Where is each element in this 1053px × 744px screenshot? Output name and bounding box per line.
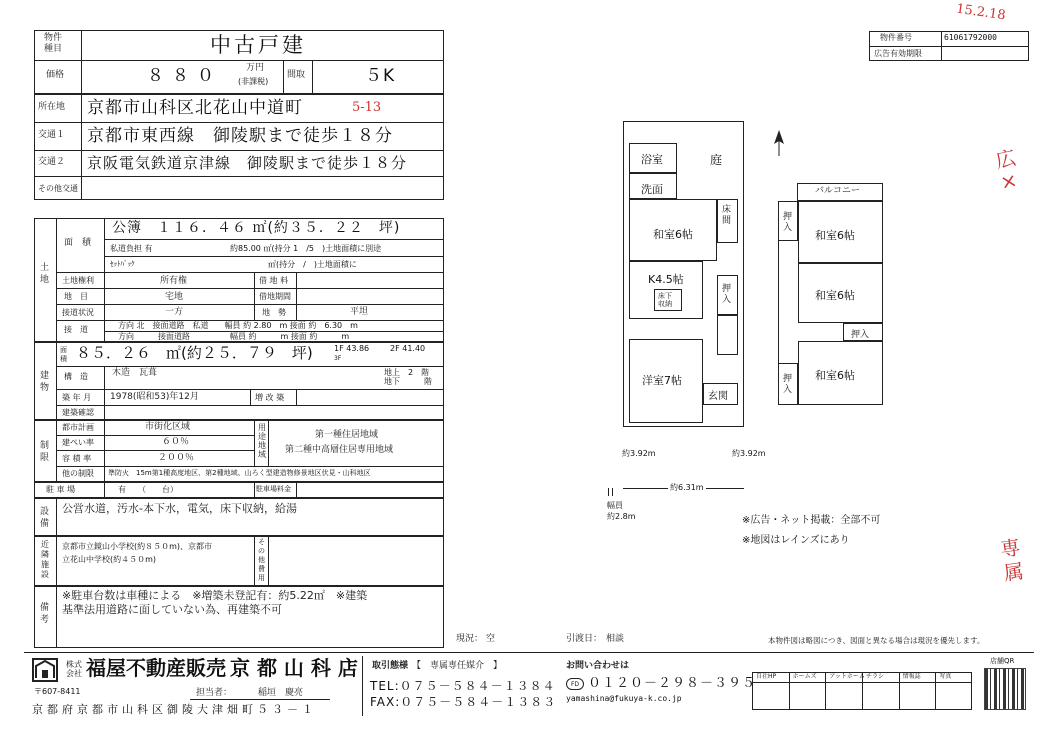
address: 京都市山科区北花山中道町 xyxy=(87,98,303,118)
company-name: 福屋不動産販売 xyxy=(86,656,226,680)
floor1: 1F 43.86 xyxy=(334,344,370,353)
tax-note: (非課税) xyxy=(238,77,269,86)
structure: 木造 瓦葺 xyxy=(112,368,158,378)
road: 一方 xyxy=(165,307,184,317)
media-col-5: 写真 xyxy=(939,673,952,680)
parking-label: 駐 車 場 xyxy=(46,485,76,494)
qr-code[interactable] xyxy=(984,668,1026,710)
zone1: 第一種住居地域 xyxy=(315,430,379,440)
media-col-4: 情報誌 xyxy=(902,673,921,680)
disclaimer: 本物件図は略図につき、図面と異なる場合は現況を優先します。 xyxy=(768,636,985,645)
tel: TEL:０７５－５８４－１３８４ xyxy=(370,679,556,693)
remarks-label: 備考 xyxy=(40,603,50,625)
stamp-mark: 専属 xyxy=(998,534,1026,586)
handwritten-date: 15.2.18 xyxy=(955,1,1007,24)
building-area-label: 面積 xyxy=(60,346,67,363)
free-dial-icon: FD xyxy=(566,678,584,690)
current-value: 空 xyxy=(486,634,496,644)
private-road-area: 約85.00 ㎡(持分 1 /5 )土地面積に別途 xyxy=(230,244,382,253)
other-access-label: その他交通 xyxy=(38,184,78,193)
confirm-label: 建築確認 xyxy=(62,408,94,417)
yo7-label: 洋室7帖 xyxy=(642,374,682,387)
city: 市街化区域 xyxy=(145,422,191,432)
price-unit: 万円 xyxy=(246,63,265,73)
category-label: 地 目 xyxy=(64,292,88,301)
ad-note: ※広告・ネット掲載：全部不可 xyxy=(742,515,881,526)
other-reg: 準防火 15m第1種高度地区、第2種地域、山ろく型建造物修景地区伏見・山科地区 xyxy=(108,469,371,477)
contact-label: お問い合わせは xyxy=(566,661,630,671)
equipment-label: 設備 xyxy=(40,507,50,529)
kitchen-label: K4.5帖 xyxy=(648,273,684,286)
handover-label: 引渡日： xyxy=(566,634,603,644)
deal-label: 取引態様 xyxy=(372,661,409,671)
type-value: 中古戸建 xyxy=(210,33,306,57)
j6b-label: 和室6帖 xyxy=(815,229,855,242)
zone2: 第二種中高層住居専用地域 xyxy=(285,445,394,455)
company-logo-icon xyxy=(32,658,58,682)
nearby-1: 京都市立鏡山小学校(約８５０m)、京都市 xyxy=(62,542,213,551)
below-floors: 地下 階 xyxy=(384,377,432,386)
access2-label: 交通２ xyxy=(38,157,66,167)
layout-value: ５K xyxy=(365,66,396,86)
road-row1: 方向 北 接面道路 私道 幅員 約 2.80 m 接面 約 6.30 m xyxy=(118,321,358,330)
land-section: 土地 xyxy=(40,263,50,285)
layout-label: 間取 xyxy=(287,70,306,80)
entrance-label: 玄関 xyxy=(708,391,728,402)
deal-value: 【 専属専任媒介 】 xyxy=(412,661,503,671)
closet-2f-a-label: 押入 xyxy=(783,212,793,233)
north-arrow-icon xyxy=(774,130,784,156)
private-road: 私道負担 有 xyxy=(110,244,153,253)
rights-label: 土地権利 xyxy=(62,276,94,285)
access2: 京阪電気鉄道京津線 御陵駅まで徒歩１８分 xyxy=(87,154,408,172)
equipment-value: 公営水道，汚水-本下水，電気，床下収納，給湯 xyxy=(62,502,297,515)
j6a-label: 和室6帖 xyxy=(653,228,693,241)
postal: 〒607-8411 xyxy=(34,687,81,696)
rights: 所有権 xyxy=(160,276,188,286)
yard-label: 庭 xyxy=(710,153,723,167)
free-dial: ０１２０－２９８－３９５ xyxy=(588,676,757,691)
under-storage-label: 床下収納 xyxy=(658,292,672,308)
property-no: 61061792000 xyxy=(944,33,997,42)
ad-mark: 広× xyxy=(993,145,1020,195)
extension-label: 増 改 築 xyxy=(255,393,285,402)
fax: FAX:０７５－５８４－１３８３ xyxy=(370,695,557,709)
road-row2: 方向 接面道路 幅員 約 m 接面 約 m xyxy=(118,332,350,341)
email: yamashina@fukuya-k.co.jp xyxy=(566,694,682,703)
alcove-label: 床間 xyxy=(722,205,732,226)
closet-2f-b-label: 押入 xyxy=(851,330,870,340)
dim-right: 約3.92m xyxy=(732,449,766,458)
wash-label: 洗面 xyxy=(641,183,663,196)
nearby-label: 近隣施設 xyxy=(41,540,49,579)
above-floors: 地上 2 階 xyxy=(384,368,430,377)
balcony-label: バルコニー xyxy=(815,186,861,196)
building-section: 建物 xyxy=(40,371,50,393)
terrain-label: 地 勢 xyxy=(262,308,286,317)
media-col-3: チラシ xyxy=(866,673,885,680)
remarks-2: 基準法用道路に面していない為、再建築不可 xyxy=(62,603,282,616)
company-prefix: 株式会社 xyxy=(66,660,82,678)
bcr-label: 建ぺい率 xyxy=(62,438,94,447)
media-col-1: ホームズ xyxy=(792,673,817,680)
dim-left: 約3.92m xyxy=(622,449,656,458)
property-no-label: 物件番号 xyxy=(880,33,912,42)
land-area-label: 面 積 xyxy=(64,238,92,248)
period-label: 借地期間 xyxy=(259,292,291,301)
company-address: 京都府京都市山科区御陵大津畑町５３－１ xyxy=(32,703,317,716)
bath-label: 浴室 xyxy=(641,153,663,166)
built-label: 築 年 月 xyxy=(62,393,92,402)
parking-fee-label: 駐車場料金 xyxy=(256,485,291,493)
land-area: 公簿 １１６．４６ ㎡(約３５．２２ 坪) xyxy=(112,220,401,236)
closet-2f-c-label: 押入 xyxy=(783,374,793,395)
setback-area: ㎡(持分 / )土地面積に xyxy=(268,260,357,269)
parking-value: 有 （ 台） xyxy=(118,485,178,494)
j6c-label: 和室6帖 xyxy=(815,289,855,302)
city-label: 都市計画 xyxy=(62,423,94,432)
media-col-2: アットホーム xyxy=(829,673,865,680)
qr-label: 店舗QR xyxy=(990,657,1015,665)
price-label: 価格 xyxy=(46,70,65,80)
dim-width: 約6.31m xyxy=(670,483,704,492)
closet-1f-label: 押入 xyxy=(722,284,732,305)
road-label: 接道状況 xyxy=(62,308,94,317)
zone-label: 用途地域 xyxy=(258,423,266,459)
contact-label: 接 道 xyxy=(64,325,88,334)
ad-period-label: 広告有効期限 xyxy=(874,49,922,58)
media-col-0: 自社HP xyxy=(756,673,777,680)
other-cost-label: その他費用 xyxy=(258,538,265,582)
far-label: 容 積 率 xyxy=(62,454,92,463)
branch-name: 京 都 山 科 店 xyxy=(230,656,358,680)
floor2: 2F 41.40 xyxy=(390,344,426,353)
price-value: ８８０ xyxy=(147,66,222,86)
regulation-section: 制限 xyxy=(40,441,50,463)
far: ２００％ xyxy=(158,453,195,463)
type-label: 物件 種目 xyxy=(44,33,63,54)
road-width: 幅員 約2.8m xyxy=(607,501,636,521)
address-label: 所在地 xyxy=(38,102,66,112)
bcr: ６０％ xyxy=(162,437,190,447)
category: 宅地 xyxy=(165,292,184,302)
setback: ｾｯﾄﾊﾞｯｸ xyxy=(110,260,135,268)
handover-value: 相談 xyxy=(606,634,625,644)
access1-label: 交通１ xyxy=(38,130,66,140)
built: 1978(昭和53)年12月 xyxy=(110,392,199,402)
other-reg-label: 他の制限 xyxy=(62,469,94,478)
borrow-label: 借 地 料 xyxy=(259,276,289,285)
j6d-label: 和室6帖 xyxy=(815,369,855,382)
building-area: ８５．２６ ㎡(約２５．７９ 坪) xyxy=(76,344,313,362)
agent-label: 担当者： xyxy=(196,688,233,698)
access1: 京都市東西線 御陵駅まで徒歩１８分 xyxy=(87,126,393,146)
nearby-2: 立花山中学校(約４５０m) xyxy=(62,555,157,564)
remarks-1: ※駐車台数は車種による ※増築未登記有：約5.22㎡ ※建築 xyxy=(62,589,368,602)
current-label: 現況： xyxy=(456,634,484,644)
map-note: ※地図はレインズにあり xyxy=(742,535,850,546)
agent: 稲垣 慶亮 xyxy=(258,688,304,698)
address-handwritten: 5-13 xyxy=(352,100,382,115)
floor3: 3F xyxy=(334,355,342,362)
terrain: 平坦 xyxy=(350,307,369,317)
parking-block xyxy=(34,482,444,498)
room-toilet xyxy=(717,315,738,355)
structure-label: 構 造 xyxy=(64,372,88,381)
